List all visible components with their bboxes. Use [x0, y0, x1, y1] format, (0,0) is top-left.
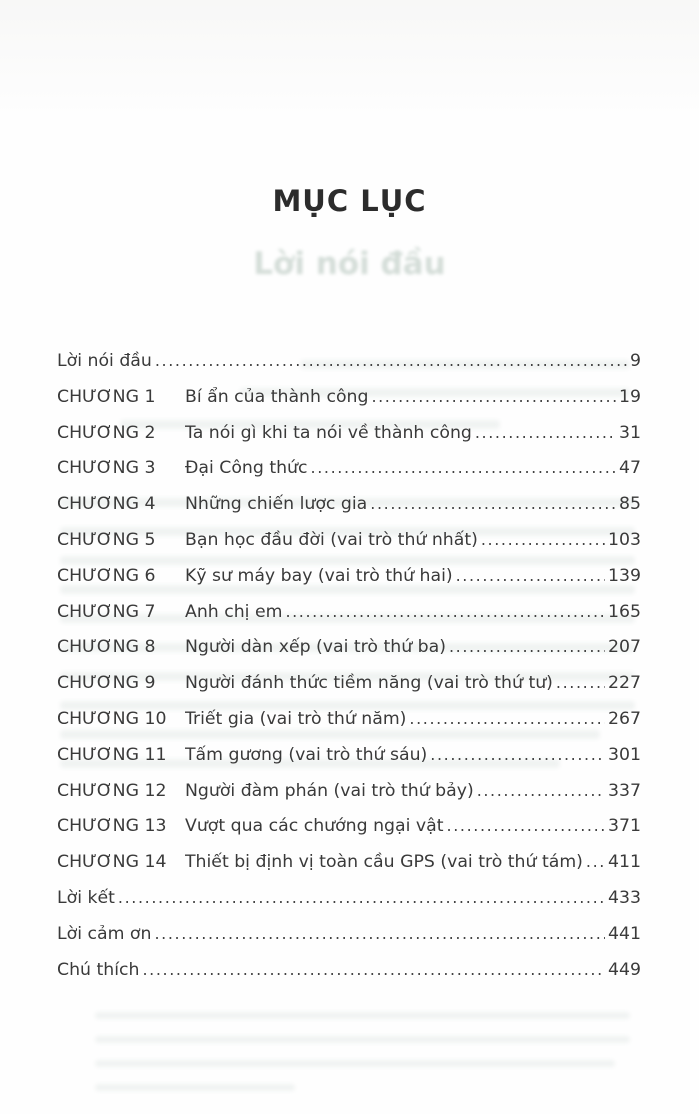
dot-leader: [371, 387, 616, 407]
chapter-title: Tấm gương (vai trò thứ sáu): [185, 744, 428, 765]
toc-list: [57, 351, 641, 995]
page-number: 227: [608, 673, 641, 694]
toc-row: [57, 602, 641, 638]
dot-leader: [456, 566, 605, 586]
dot-leader: [118, 888, 605, 908]
chapter-title: Người đàm phán (vai trò thứ bảy): [185, 780, 474, 801]
toc-row: [57, 924, 641, 960]
dot-leader: [370, 494, 616, 514]
chapter-label: CHƯƠNG 7: [57, 601, 156, 622]
chapter-label: CHƯƠNG 1: [57, 386, 156, 407]
dot-leader: [409, 709, 605, 729]
chapter-title: Bạn học đầu đời (vai trò thứ nhất): [185, 529, 478, 550]
scan-shade: [0, 0, 699, 120]
page-number: 31: [619, 422, 641, 443]
chapter-title: Người dàn xếp (vai trò thứ ba): [185, 637, 446, 658]
chapter-title: Thiết bị định vị toàn cầu GPS (vai trò thứ tám): [185, 852, 583, 873]
toc-row: [57, 745, 641, 781]
bleed-through-line: [95, 1060, 615, 1067]
page-number: 103: [608, 529, 641, 550]
page-number: 449: [608, 959, 641, 980]
page-number: 165: [608, 601, 641, 622]
chapter-title: Người đánh thức tiềm năng (vai trò thứ tư): [185, 673, 553, 694]
chapter-title: Anh chị em: [185, 601, 283, 622]
chapter-label: CHƯƠNG 13: [57, 816, 167, 837]
toc-row: [57, 387, 641, 423]
toc-row: [57, 351, 641, 387]
page-number: 267: [608, 708, 641, 729]
chapter-label: CHƯƠNG 12: [57, 780, 167, 801]
chapter-label: CHƯƠNG 4: [57, 494, 156, 515]
chapter-title: Lời nói đầu: [57, 351, 152, 371]
chapter-label: CHƯƠNG 9: [57, 673, 156, 694]
toc-row: [57, 709, 641, 745]
dot-leader: [285, 602, 605, 622]
page-number: 301: [608, 744, 641, 765]
page-number: 9: [630, 351, 641, 371]
page-number: 85: [619, 494, 641, 515]
chapter-title: Đại Công thức: [185, 458, 308, 479]
dot-leader: [311, 458, 616, 478]
dot-leader: [447, 816, 605, 836]
dot-leader: [586, 852, 605, 872]
toc-row: [57, 852, 641, 888]
dot-leader: [475, 423, 616, 443]
chapter-title: Bí ẩn của thành công: [185, 386, 369, 407]
page-number: 371: [608, 816, 641, 837]
chapter-label: CHƯƠNG 14: [57, 852, 167, 873]
chapter-label: CHƯƠNG 11: [57, 744, 167, 765]
chapter-label: CHƯƠNG 2: [57, 422, 156, 443]
page-number: 139: [608, 565, 641, 586]
bleed-through-heading: Lời nói đầu: [253, 246, 446, 282]
dot-leader: [154, 924, 605, 944]
bleed-through-line: [95, 1084, 295, 1091]
chapter-title: Vượt qua các chướng ngại vật: [185, 816, 444, 837]
page-title: MỤC LỤC: [272, 184, 427, 218]
toc-row: [57, 637, 641, 673]
chapter-title: Lời kết: [57, 887, 115, 908]
page-number: 337: [608, 780, 641, 801]
dot-leader: [142, 960, 605, 980]
dot-leader: [449, 637, 605, 657]
dot-leader: [477, 781, 605, 801]
bleed-through-line: [95, 1012, 630, 1019]
toc-row: [57, 781, 641, 817]
chapter-title: Kỹ sư máy bay (vai trò thứ hai): [185, 565, 453, 586]
toc-row: [57, 458, 641, 494]
toc-row: [57, 888, 641, 924]
chapter-label: CHƯƠNG 6: [57, 565, 156, 586]
dot-leader: [481, 530, 605, 550]
page-number: 411: [608, 852, 641, 873]
toc-row: [57, 960, 641, 996]
toc-row: [57, 530, 641, 566]
toc-row: [57, 816, 641, 852]
chapter-title: Ta nói gì khi ta nói về thành công: [185, 422, 472, 443]
page-number: 433: [608, 887, 641, 908]
chapter-label: CHƯƠNG 5: [57, 529, 156, 550]
chapter-label: CHƯƠNG 10: [57, 708, 167, 729]
chapter-title: Lời cảm ơn: [57, 923, 152, 944]
dot-leader: [430, 745, 605, 765]
dot-leader: [556, 673, 605, 693]
chapter-title: Triết gia (vai trò thứ năm): [185, 708, 407, 729]
page-number: 47: [619, 458, 641, 479]
chapter-label: CHƯƠNG 8: [57, 637, 156, 658]
toc-row: [57, 423, 641, 459]
chapter-title: Chú thích: [57, 959, 140, 980]
toc-row: [57, 566, 641, 602]
page-number: 441: [608, 923, 641, 944]
bleed-through-line: [95, 1036, 630, 1043]
toc-row: [57, 673, 641, 709]
chapter-title: Những chiến lược gia: [185, 494, 368, 515]
toc-row: [57, 494, 641, 530]
dot-leader: [155, 351, 627, 371]
chapter-label: CHƯƠNG 3: [57, 458, 156, 479]
page-number: 19: [619, 386, 641, 407]
page-number: 207: [608, 637, 641, 658]
